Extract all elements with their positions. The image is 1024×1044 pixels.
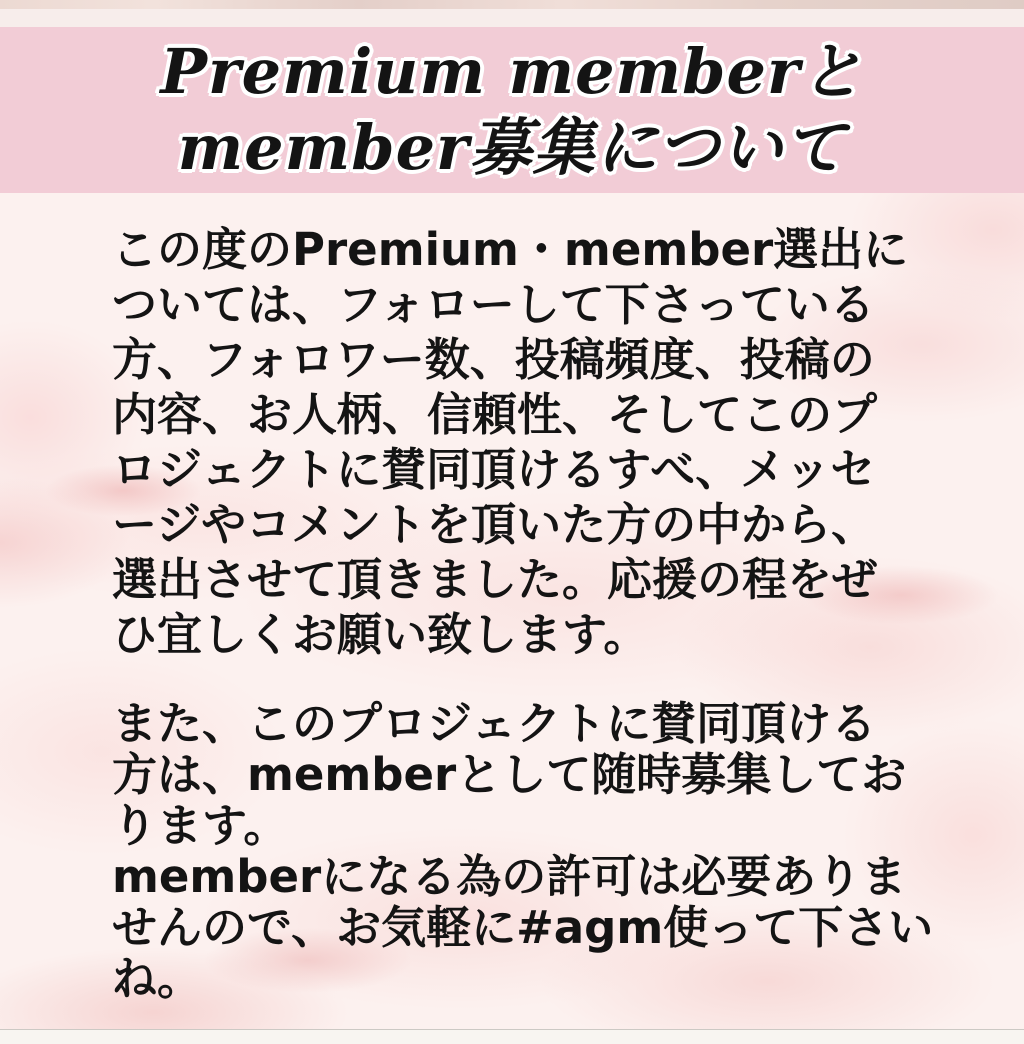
body-line: ります。 — [112, 799, 289, 852]
body-line: せんので、お気軽に#agm使って下さい — [112, 901, 934, 954]
paragraph-member-recruitment — [112, 697, 934, 1005]
title-line-1: Premium memberと — [160, 35, 864, 108]
body-line: ージやコメントを頂いた方の中から、 — [112, 498, 877, 551]
title-line-2: member募集について — [177, 111, 847, 184]
top-marble-strip — [0, 0, 1024, 9]
body-line: ついては、フォローして下さっている — [112, 278, 875, 331]
body-line: 方は、memberとして随時募集してお — [112, 748, 907, 801]
body-line: memberになる為の許可は必要ありま — [112, 850, 907, 903]
body-line: また、このプロジェクトに賛同頂ける — [112, 697, 877, 750]
body-line: 選出させて頂きました。応援の程をぜ — [112, 553, 878, 606]
bottom-light-strip — [0, 1029, 1024, 1044]
body-line: ひ宜しくお願い致します。 — [112, 608, 649, 661]
body-line: ね。 — [112, 952, 203, 1005]
paragraph-selection-criteria — [112, 222, 912, 662]
body-line: ロジェクトに賛同頂けるすべ、メッセ — [112, 443, 876, 496]
top-light-strip — [0, 9, 1024, 27]
body-line: この度のPremium・member選出に — [112, 223, 909, 276]
body-text — [112, 222, 934, 1005]
title-band — [0, 27, 1024, 193]
body-line: 方、フォロワー数、投稿頻度、投稿の — [112, 333, 875, 386]
body-line: 内容、お人柄、信頼性、そしてこのプ — [112, 388, 878, 441]
